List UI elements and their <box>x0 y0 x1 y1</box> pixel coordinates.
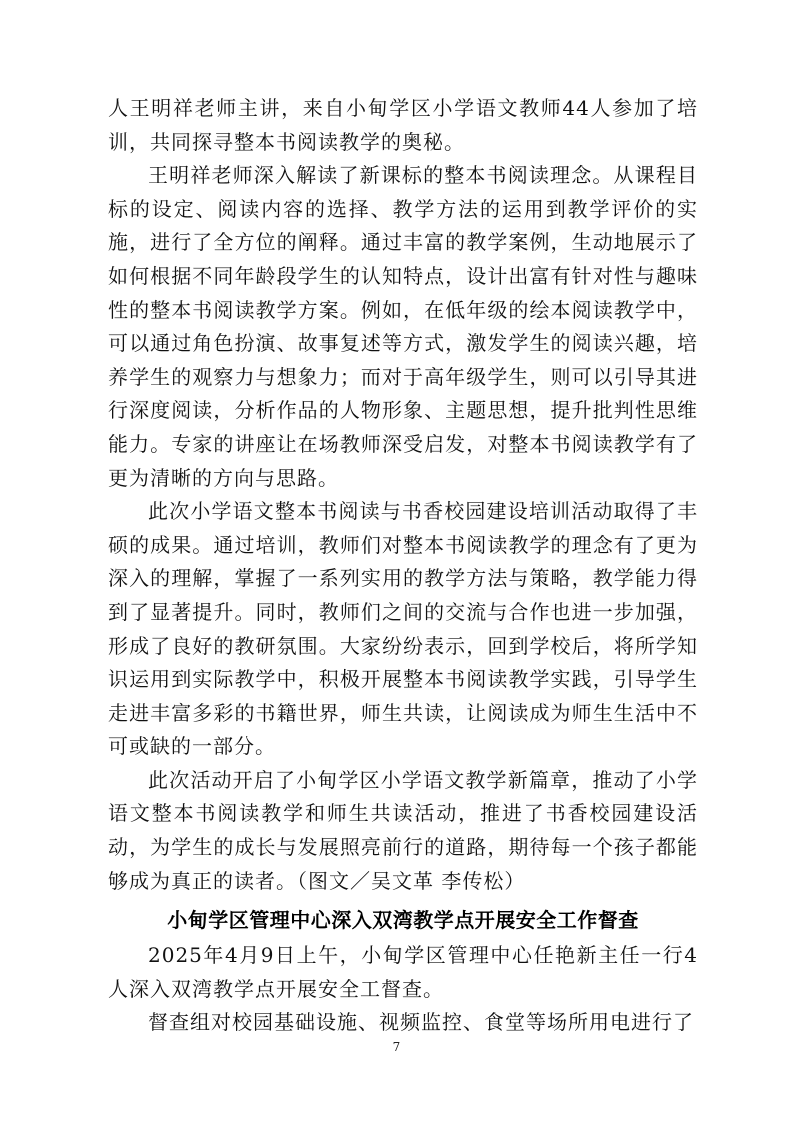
paragraph-1: 人王明祥老师主讲，来自小甸学区小学语文教师44人参加了培训，共同探寻整本书阅读教学的奥秘。 <box>108 96 698 154</box>
paragraph-6: 督查组对校园基础设施、视频监控、食堂等场所用电进行了 <box>148 1010 694 1035</box>
page-number: 7 <box>392 1040 401 1054</box>
paragraph-4: 此次活动开启了小甸学区小学语文教学新篇章，推动了小学语文整本书阅读教学和师生共读活动，推进了书香校园建设活动，为学生的成长与发展照亮前行的道路，期待每一个孩子都能够成为真正的读者。（图文／吴文革 李传松） <box>108 767 698 893</box>
paragraph-5: 2025年4月9日上午，小甸学区管理中心任艳新主任一行4人深入双湾教学点开展安全工督查。 <box>108 943 698 1001</box>
document-body <box>108 92 698 1040</box>
paragraph-3: 此次小学语文整本书阅读与书香校园建设培训活动取得了丰硕的成果。通过培训，教师们对整本书阅读教学的理念有了更为深入的理解，掌握了一系列实用的教学方法与策略，教学能力得到了显著提升。同时，教师们之间的交流与合作也进一步加强，形成了良好的教研氛围。大家纷纷表示，回到学校后，将所学知识运用到实际教学中，积极开展整本书阅读教学实践，引导学生走进丰富多彩的书籍世界，师生共读，让阅读成为师生生活中不可或缺的一部分。 <box>108 499 698 759</box>
paragraph-2: 王明祥老师深入解读了新课标的整本书阅读理念。从课程目标的设定、阅读内容的选择、教学方法的运用到教学评价的实施，进行了全方位的阐释。通过丰富的教学案例，生动地展示了如何根据不同年龄段学生的认知特点，设计出富有针对性与趣味性的整本书阅读教学方案。例如，在低年级的绘本阅读教学中，可以通过角色扮演、故事复述等方式，激发学生的阅读兴趣，培养学生的观察力与想象力；而对于高年级学生，则可以引导其进行深度阅读，分析作品的人物形象、主题思想，提升批判性思维能力。专家的讲座让在场教师深受启发，对整本书阅读教学有了更为清晰的方向与思路。 <box>108 163 698 490</box>
section-heading: 小甸学区管理中心深入双湾教学点开展安全工作督查 <box>167 908 639 933</box>
